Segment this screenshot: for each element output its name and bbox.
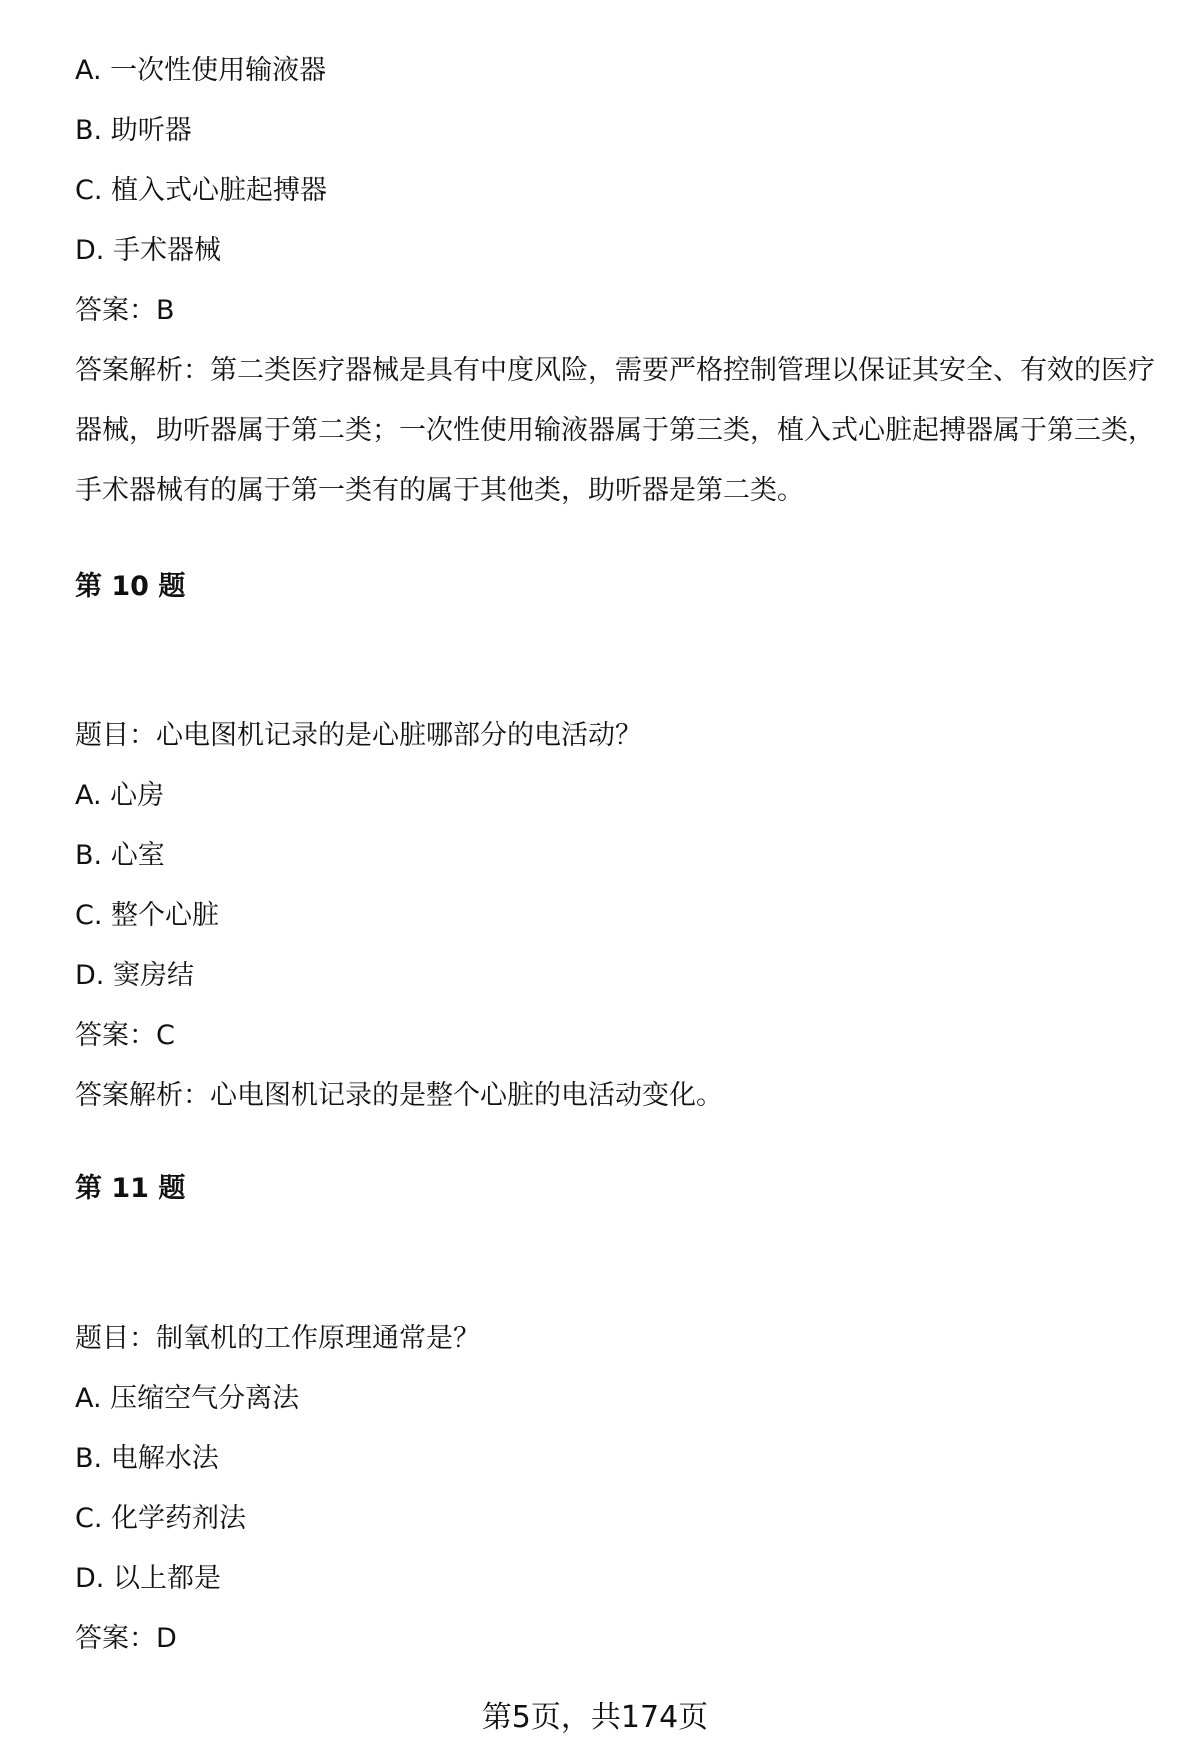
q10-option-c: C. 整个心脏 — [75, 900, 220, 931]
q9-option-d: D. 手术器械 — [75, 235, 221, 266]
q9-option-b: B. 助听器 — [75, 115, 192, 146]
q11-option-b: B. 电解水法 — [75, 1443, 219, 1474]
q9-option-c: C. 植入式心脏起搏器 — [75, 175, 328, 206]
q10-option-d: D. 窦房结 — [75, 960, 194, 991]
q11-option-c: C. 化学药剂法 — [75, 1503, 247, 1534]
q10-analysis: 答案解析：心电图机记录的是整个心脏的电活动变化。 — [75, 1080, 723, 1111]
q11-option-d: D. 以上都是 — [75, 1563, 221, 1594]
q11-answer: 答案：D — [75, 1623, 177, 1654]
q11-heading: 第 11 题 — [75, 1173, 186, 1204]
q9-answer: 答案：B — [75, 295, 175, 326]
q9-analysis: 答案解析：第二类医疗器械是具有中度风险，需要严格控制管理以保证其安全、有效的医疗器械，助听器属于第二类；一次性使用输液器属于第三类，植入式心脏起搏器属于第三类，手术器械有的属于第一类有的属于其他类，助听器是第二类。 — [75, 355, 1155, 506]
q9-option-a: A. 一次性使用输液器 — [75, 55, 327, 86]
q10-answer: 答案：C — [75, 1020, 175, 1051]
q11-question: 题目：制氧机的工作原理通常是？ — [75, 1323, 480, 1354]
q11-option-a: A. 压缩空气分离法 — [75, 1383, 300, 1414]
q10-option-a: A. 心房 — [75, 780, 165, 811]
q10-heading: 第 10 题 — [75, 571, 186, 602]
q10-option-b: B. 心室 — [75, 840, 165, 871]
q10-question: 题目：心电图机记录的是心脏哪部分的电活动？ — [75, 720, 642, 751]
page-number-footer: 第5页，共174页 — [481, 1700, 709, 1735]
